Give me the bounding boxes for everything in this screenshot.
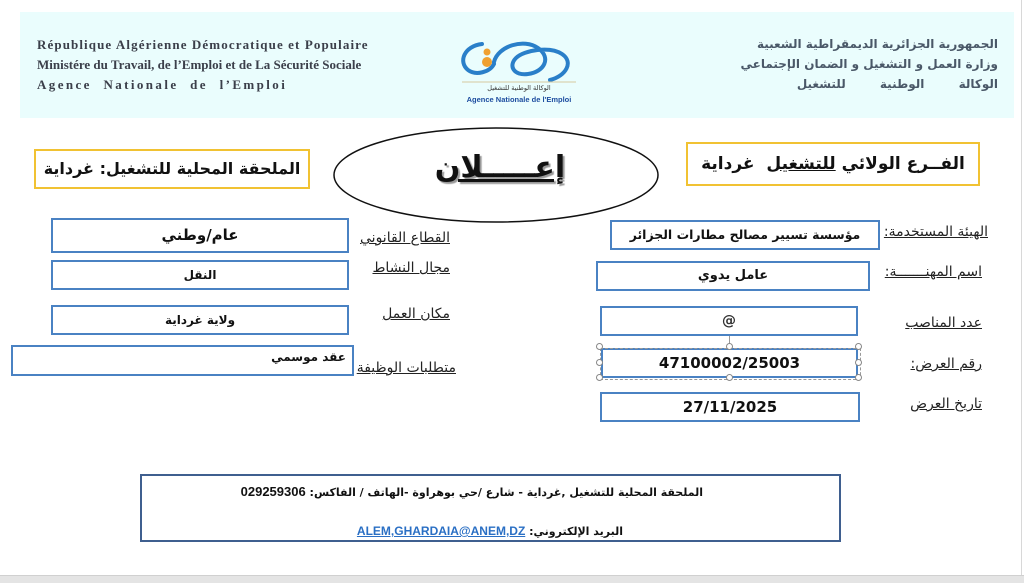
field-job-requirements: عقد موسمي — [11, 345, 354, 376]
wilaya-branch-part2: للتشغيل — [766, 154, 836, 174]
label-positions-count: عدد المناصب — [905, 315, 982, 331]
field-work-location: ولاية غرداية — [51, 305, 349, 335]
local-agency-value: غرداية — [43, 159, 94, 178]
wilaya-branch-part1: الفــرع الولائي — [841, 154, 965, 174]
field-offer-number[interactable]: 47100002/25003 — [601, 348, 858, 378]
header-ar-line-1: الجمهورية الجزائرية الديمقراطية الشعبية — [756, 37, 998, 51]
label-work-location: مكان العمل — [382, 306, 450, 322]
contact-address-line — [241, 484, 703, 499]
header-fr-line-2: Ministére du Travail, de l’Emploi et de La Sécurité Sociale — [37, 57, 362, 72]
label-activity-field: مجال النشاط — [372, 260, 450, 276]
local-agency-label: الملحقة المحلية للتشغيل: — [99, 159, 301, 178]
anem-logo — [454, 32, 584, 110]
resize-handle-bl[interactable] — [596, 374, 603, 381]
header-french — [37, 35, 369, 95]
wilaya-branch-part3: غرداية — [701, 154, 755, 174]
local-agency-box — [34, 149, 310, 189]
resize-handle-tr[interactable] — [855, 343, 862, 350]
label-profession: اسم المهنـــــــة: — [884, 264, 982, 280]
label-employer: الهيئة المستخدمة: — [883, 224, 988, 240]
field-profession: عامل يدوي — [596, 261, 870, 291]
page-edge — [1021, 0, 1022, 575]
resize-handle-br[interactable] — [855, 374, 862, 381]
wilaya-branch-box — [686, 142, 980, 186]
logo-french-text: Agence Nationale de l'Emploi — [466, 95, 572, 104]
contact-email-label: البريد الإلكتروني: — [529, 525, 623, 538]
header-fr-line-3: Agence Nationale de l’Emploi — [37, 77, 288, 92]
contact-address: الملحقة المحلية للتشغيل ,غرداية - شارع /حي بوهراوة -الهاتف / الفاكس: — [309, 486, 703, 499]
field-activity-field: النقل — [51, 260, 349, 290]
header-ar-line-3: الوكالة الوطنية للتشغيل — [796, 77, 998, 91]
label-legal-sector: القطاع القانوني — [360, 230, 450, 246]
contact-box — [140, 474, 841, 542]
field-offer-date: 27/11/2025 — [600, 392, 860, 422]
anem-logo-icon — [454, 32, 584, 84]
contact-email-line — [357, 524, 623, 538]
field-legal-sector: عام/وطني — [51, 218, 349, 253]
header-arabic — [740, 34, 998, 94]
header-ar-line-2: وزارة العمل و التشغيل و الضمان الإجتماعي — [740, 57, 998, 71]
resize-handle-mr[interactable] — [855, 359, 862, 366]
field-employer: مؤسسة تسيير مصالح مطارات الجزائر — [610, 220, 880, 250]
label-offer-number: رقم العرض: — [910, 356, 982, 372]
resize-handle-bc[interactable] — [726, 374, 733, 381]
resize-handle-tc[interactable] — [726, 343, 733, 350]
contact-phone: 029259306 — [240, 484, 306, 499]
label-offer-date: تاريخ العرض — [910, 396, 982, 412]
label-job-requirements: متطلبات الوظيفة — [356, 360, 456, 376]
contact-email-link[interactable]: ALEM,GHARDAIA@ANEM,DZ — [356, 524, 526, 538]
header-fr-line-1: République Algérienne Démocratique et Populaire — [37, 37, 369, 52]
resize-handle-ml[interactable] — [596, 359, 603, 366]
logo-arabic-text: الوكالة الوطنية للتشغيل — [487, 84, 551, 92]
resize-handle-tl[interactable] — [596, 343, 603, 350]
field-positions-count: @ — [600, 306, 858, 336]
announcement-title: إعـــــلان — [434, 150, 566, 185]
